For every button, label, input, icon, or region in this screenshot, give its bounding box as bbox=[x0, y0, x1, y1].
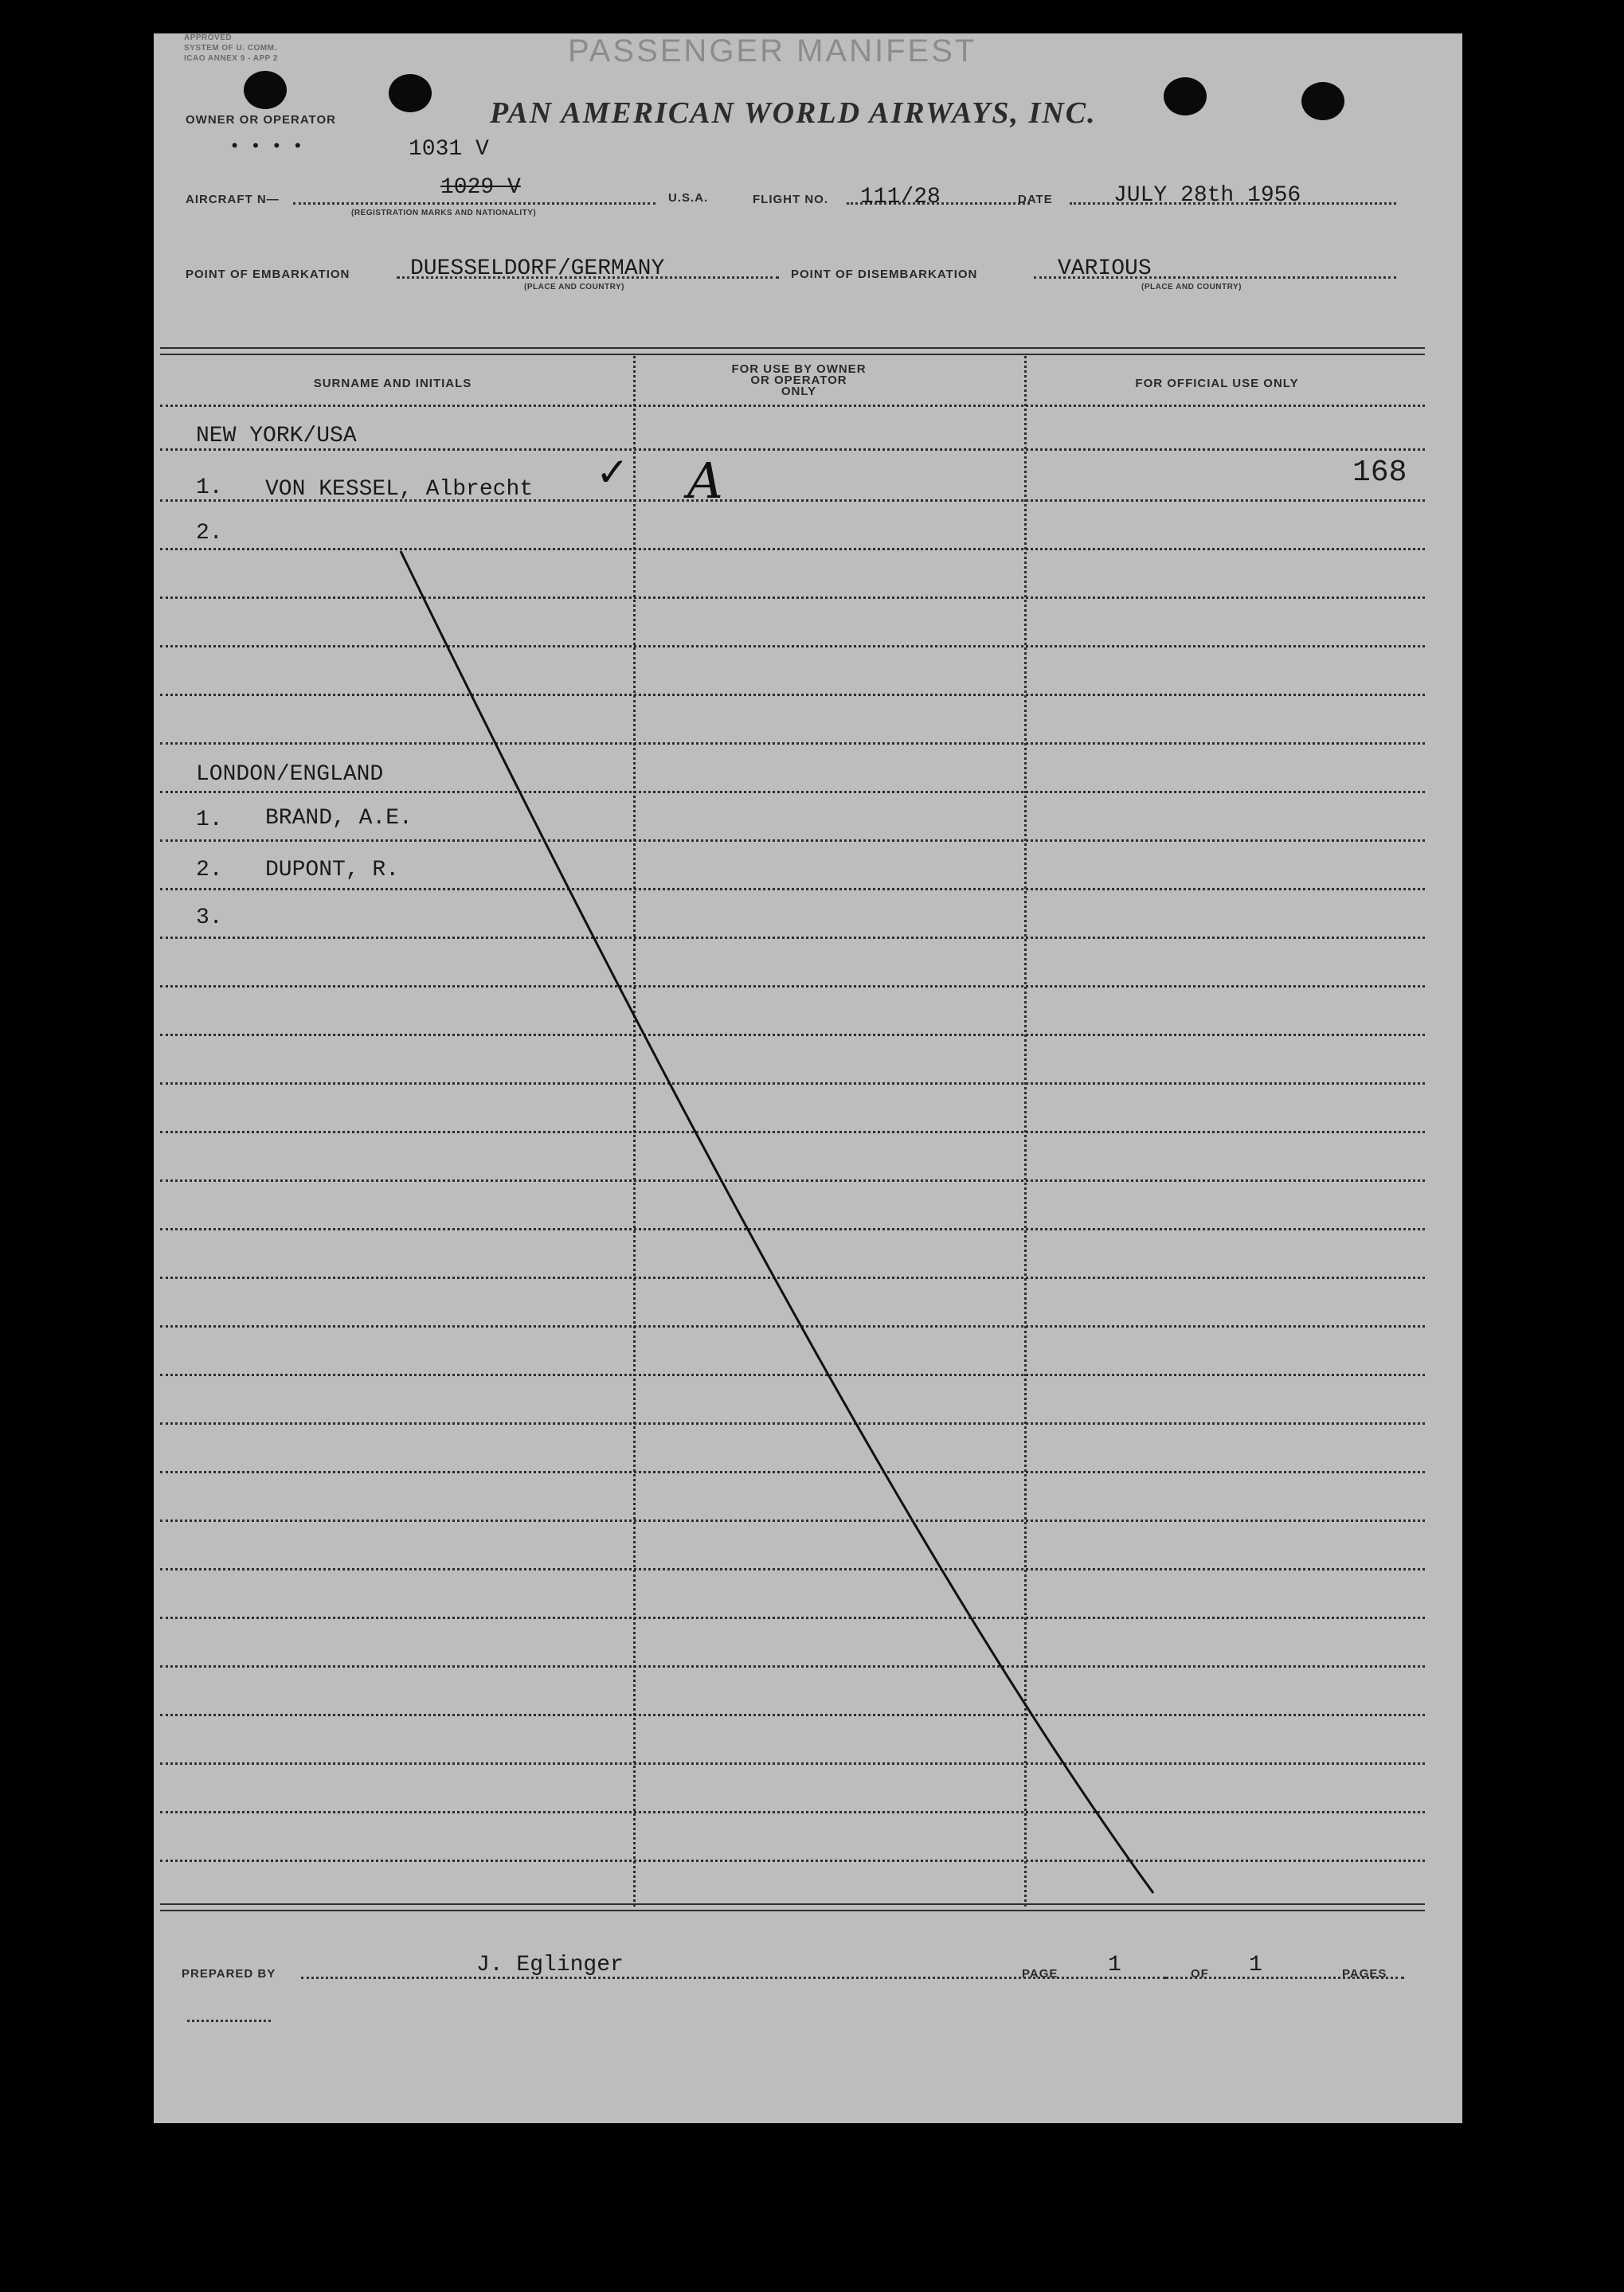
passenger-name: DUPONT, R. bbox=[265, 858, 400, 882]
place-note: (PLACE AND COUNTRY) bbox=[1141, 283, 1242, 291]
place-note: (PLACE AND COUNTRY) bbox=[524, 283, 624, 291]
prepared-by-label: PREPARED BY bbox=[182, 1967, 276, 1981]
form-title: PASSENGER MANIFEST bbox=[568, 33, 977, 68]
date-label: DATE bbox=[1018, 193, 1053, 206]
approval-line: ICAO ANNEX 9 - APP 2 bbox=[184, 54, 278, 63]
page-label: PAGE bbox=[1022, 1967, 1059, 1981]
pages-label: PAGES bbox=[1342, 1967, 1387, 1981]
operator-mark: A bbox=[687, 452, 723, 510]
entry-number: 1. bbox=[196, 808, 223, 832]
entry-number: 2. bbox=[196, 521, 223, 546]
aircraft-number-handwritten: 1031 V bbox=[409, 137, 489, 162]
entry-number: 3. bbox=[196, 905, 223, 930]
check-mark: ✓ bbox=[596, 449, 629, 495]
flight-number: 111/28 bbox=[860, 185, 941, 209]
destination-heading: NEW YORK/USA bbox=[196, 424, 357, 448]
table-bottom-rule bbox=[160, 1903, 1425, 1905]
entry-number: 2. bbox=[196, 858, 223, 882]
passenger-name: BRAND, A.E. bbox=[265, 806, 413, 831]
table-bottom-rule bbox=[160, 1910, 1425, 1911]
form-number-line bbox=[187, 2020, 271, 2022]
approval-line: SYSTEM OF U. COMM. bbox=[184, 44, 277, 53]
page-number: 1 bbox=[1108, 1953, 1121, 1977]
registration-note: (REGISTRATION MARKS AND NATIONALITY) bbox=[351, 209, 537, 217]
cancel-line bbox=[154, 33, 1462, 2123]
manifest-sheet bbox=[154, 33, 1462, 2123]
column-header-official: FOR OFFICIAL USE ONLY bbox=[1135, 377, 1299, 390]
passenger-name: VON KESSEL, Albrecht bbox=[265, 477, 534, 502]
approval-line: APPROVED bbox=[184, 33, 233, 42]
entry-number: 1. bbox=[196, 475, 223, 500]
prepared-by-name: J. Eglinger bbox=[476, 1953, 624, 1977]
of-label: OF bbox=[1191, 1967, 1209, 1981]
owner-marks: • • • • bbox=[229, 137, 303, 157]
disembarkation-place: VARIOUS bbox=[1058, 256, 1152, 281]
flight-date: JULY 28th 1956 bbox=[1113, 183, 1301, 208]
company-name: PAN AMERICAN WORLD AIRWAYS, INC. bbox=[490, 96, 1097, 130]
embarkation-place: DUESSELDORF/GERMANY bbox=[410, 256, 665, 281]
column-header-operator: FOR USE BY OWNER OR OPERATOR ONLY bbox=[731, 362, 867, 398]
official-number: 168 bbox=[1352, 456, 1407, 490]
owner-label: OWNER OR OPERATOR bbox=[186, 113, 336, 127]
column-header-surname: SURNAME AND INITIALS bbox=[313, 377, 472, 390]
embarkation-label: POINT OF EMBARKATION bbox=[186, 268, 350, 281]
total-pages: 1 bbox=[1249, 1953, 1262, 1977]
disembarkation-label: POINT OF DISEMBARKATION bbox=[791, 268, 978, 281]
aircraft-struck: 1029 V bbox=[440, 175, 521, 200]
destination-heading: LONDON/ENGLAND bbox=[196, 762, 384, 787]
usa-label: U.S.A. bbox=[668, 191, 709, 205]
flight-label: FLIGHT NO. bbox=[753, 193, 828, 206]
aircraft-label: AIRCRAFT N— bbox=[186, 193, 280, 206]
